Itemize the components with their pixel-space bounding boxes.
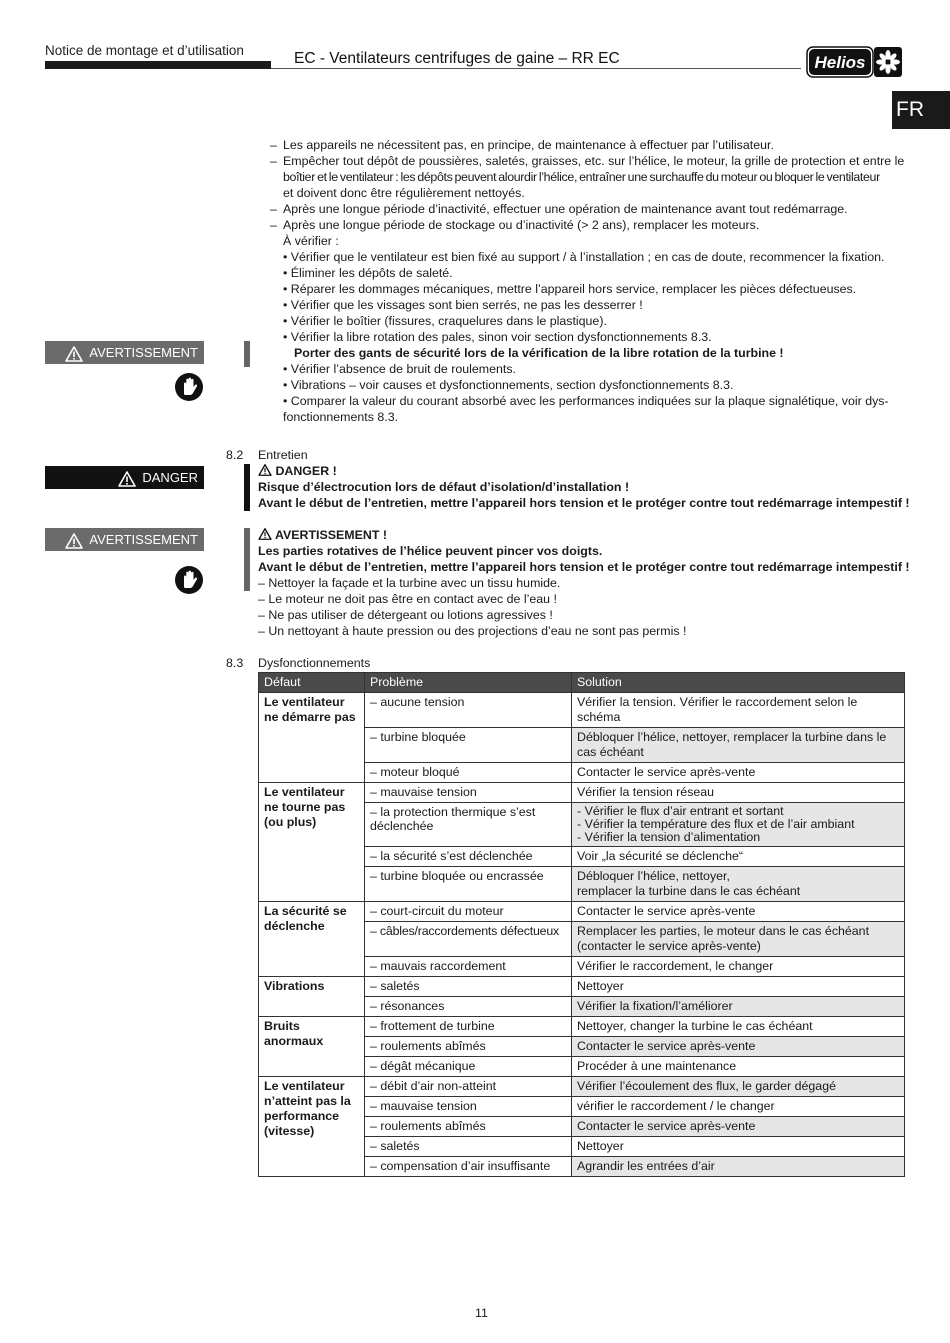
danger-label bbox=[45, 466, 204, 489]
header-rule bbox=[271, 68, 801, 69]
problem-cell: – saletés bbox=[365, 977, 572, 997]
danger-margin-bar bbox=[244, 464, 250, 511]
table-row bbox=[259, 902, 905, 922]
problem-cell: – résonances bbox=[365, 997, 572, 1017]
solution-cell: Contacter le service après-vente bbox=[572, 1037, 905, 1057]
solution-cell: Vérifier la fixation/l’améliorer bbox=[572, 997, 905, 1017]
problem-cell: – turbine bloquée ou encrassée bbox=[365, 867, 572, 902]
problem-cell: – mauvaise tension bbox=[365, 1097, 572, 1117]
list-item: et doivent donc être régulièrement nettoyés. bbox=[283, 186, 525, 200]
helios-logo bbox=[806, 46, 903, 78]
warning-triangle-icon bbox=[258, 464, 272, 476]
solution-cell: Procéder à une maintenance bbox=[572, 1057, 905, 1077]
warning-label-text: AVERTISSEMENT bbox=[89, 532, 198, 547]
list-item: fonctionnements 8.3. bbox=[283, 410, 399, 424]
table-row bbox=[259, 1017, 905, 1037]
list-item: Empêcher tout dépôt de poussières, saletés, graisses, etc. sur l’hélice, le moteur, la grille de protection et entre le bbox=[283, 154, 905, 168]
maintenance-step: – Nettoyer la façade et la turbine avec un tissu humide. bbox=[258, 576, 561, 590]
column-header: Problème bbox=[365, 673, 572, 693]
section-title: Dysfonctionnements bbox=[258, 656, 371, 670]
solution-cell: Vérifier la tension réseau bbox=[572, 783, 905, 803]
problem-cell: – frottement de turbine bbox=[365, 1017, 572, 1037]
list-dash: – bbox=[270, 218, 277, 232]
solution-cell: Débloquer l’hélice, nettoyer, remplacer la turbine dans le cas échéant bbox=[572, 867, 905, 902]
page-title: EC - Ventilateurs centrifuges de gaine – RR EC bbox=[294, 50, 620, 67]
problem-cell: – roulements abîmés bbox=[365, 1037, 572, 1057]
warning-triangle-icon bbox=[258, 528, 272, 540]
fault-cell: Bruits anormaux bbox=[259, 1017, 365, 1077]
column-header: Défaut bbox=[259, 673, 365, 693]
solution-cell: Contacter le service après-vente bbox=[572, 1117, 905, 1137]
section-number: 8.3 bbox=[226, 656, 244, 670]
warning-label-text: AVERTISSEMENT bbox=[89, 345, 198, 360]
list-item: boîtier et le ventilateur : les dépôts peuvent alourdir l’hélice, entraîner une surchauffe du moteur ou bloquer le ventilateur bbox=[283, 170, 880, 184]
list-item: À vérifier : bbox=[283, 234, 339, 248]
maintenance-step: – Un nettoyant à haute pression ou des projections d’eau ne sont pas permis ! bbox=[258, 624, 687, 638]
solution-cell: Vérifier le raccordement, le changer bbox=[572, 957, 905, 977]
warning-margin-bar bbox=[244, 528, 250, 591]
list-item: • Vérifier l’absence de bruit de roulements. bbox=[283, 362, 516, 376]
danger-line: Risque d’électrocution lors de défaut d’isolation/d’installation ! bbox=[258, 480, 630, 494]
danger-label-text: DANGER bbox=[142, 470, 198, 485]
problem-cell: – saletés bbox=[365, 1137, 572, 1157]
list-dash: – bbox=[270, 154, 277, 168]
solution-cell: Vérifier la tension. Vérifier le raccordement selon le schéma bbox=[572, 693, 905, 728]
header-bar bbox=[45, 61, 271, 69]
warning-title: AVERTISSEMENT ! bbox=[274, 528, 387, 542]
problem-cell: – câbles/raccordements défectueux bbox=[365, 922, 572, 957]
solution-cell: Débloquer l’hélice, nettoyer, remplacer la turbine dans le cas échéant bbox=[572, 728, 905, 763]
problem-cell: – mauvais raccordement bbox=[365, 957, 572, 977]
section-title: Entretien bbox=[258, 448, 308, 462]
solution-cell: - Vérifier le flux d’air entrant et sortant - Vérifier la température des flux et de l’air ambiant - Vérifier la tension d’alimentation bbox=[572, 803, 905, 847]
fault-cell: Le ventilateur ne démarre pas bbox=[259, 693, 365, 783]
list-item: • Vibrations – voir causes et dysfonctionnements, section dysfonctionnements 8.3. bbox=[283, 378, 734, 392]
troubleshooting-table bbox=[258, 672, 905, 1177]
solution-cell: Contacter le service après-vente bbox=[572, 763, 905, 783]
warning-line: Avant le début de l’entretien, mettre l’appareil hors tension et le protéger contre tout redémarrage intempestif ! bbox=[258, 560, 910, 574]
problem-cell: – la sécurité s’est déclenchée bbox=[365, 847, 572, 867]
list-item: Après une longue période de stockage ou d’inactivité (> 2 ans), remplacer les moteurs. bbox=[283, 218, 760, 232]
problem-cell: – débit d’air non-atteint bbox=[365, 1077, 572, 1097]
page-number: 11 bbox=[475, 1306, 488, 1320]
maintenance-step: – Ne pas utiliser de détergeant ou lotions agressives ! bbox=[258, 608, 553, 622]
solution-cell: Nettoyer, changer la turbine le cas échéant bbox=[572, 1017, 905, 1037]
list-dash: – bbox=[270, 202, 277, 216]
list-item: • Vérifier la libre rotation des pales, sinon voir section dysfonctionnements 8.3. bbox=[283, 330, 712, 344]
problem-cell: – compensation d’air insuffisante bbox=[365, 1157, 572, 1177]
danger-title: DANGER ! bbox=[275, 464, 337, 478]
solution-cell: Agrandir les entrées d’air bbox=[572, 1157, 905, 1177]
warning-margin-bar bbox=[244, 341, 250, 367]
warning-triangle-icon bbox=[118, 471, 136, 487]
solution-cell: Nettoyer bbox=[572, 1137, 905, 1157]
list-item: Les appareils ne nécessitent pas, en principe, de maintenance à effectuer par l’utilisateur. bbox=[283, 138, 774, 152]
danger-line: Avant le début de l’entretien, mettre l’appareil hors tension et le protéger contre tout redémarrage intempestif ! bbox=[258, 496, 910, 510]
section-number: 8.2 bbox=[226, 448, 244, 462]
problem-cell: – turbine bloquée bbox=[365, 728, 572, 763]
glove-warning-text: Porter des gants de sécurité lors de la vérification de la libre rotation de la turbine ! bbox=[294, 346, 784, 360]
table-row bbox=[259, 977, 905, 997]
warning-line: Les parties rotatives de l’hélice peuvent pincer vos doigts. bbox=[258, 544, 603, 558]
table-row bbox=[259, 783, 905, 803]
list-item: • Vérifier que les vissages sont bien serrés, ne pas les desserrer ! bbox=[283, 298, 643, 312]
language-tab: FR bbox=[892, 91, 950, 129]
warning-triangle-icon bbox=[65, 346, 83, 362]
solution-cell: Voir „la sécurité se déclenche“ bbox=[572, 847, 905, 867]
problem-cell: – aucune tension bbox=[365, 693, 572, 728]
list-item: • Vérifier le boîtier (fissures, craquelures dans le plastique). bbox=[283, 314, 607, 328]
problem-cell: – roulements abîmés bbox=[365, 1117, 572, 1137]
danger-heading bbox=[258, 463, 337, 479]
fault-cell: Le ventilateur ne tourne pas (ou plus) bbox=[259, 783, 365, 902]
logo-text: Helios bbox=[814, 53, 866, 72]
warning-heading bbox=[258, 527, 387, 543]
list-item: • Réparer les dommages mécaniques, mettre l’appareil hors service, remplacer les pièces défectueuses. bbox=[283, 282, 857, 296]
solution-cell: Nettoyer bbox=[572, 977, 905, 997]
warning-label bbox=[45, 341, 204, 364]
table-row bbox=[259, 693, 905, 728]
list-dash: – bbox=[270, 138, 277, 152]
maintenance-step: – Le moteur ne doit pas être en contact avec de l’eau ! bbox=[258, 592, 557, 606]
fault-cell: Le ventilateur n’atteint pas la performance (vitesse) bbox=[259, 1077, 365, 1177]
solution-cell: Remplacer les parties, le moteur dans le cas échéant (contacter le service après-vente) bbox=[572, 922, 905, 957]
problem-cell: – dégât mécanique bbox=[365, 1057, 572, 1077]
problem-cell: – la protection thermique s’est déclenchée bbox=[365, 803, 572, 847]
fault-cell: Vibrations bbox=[259, 977, 365, 1017]
warning-triangle-icon bbox=[65, 533, 83, 549]
list-item: • Comparer la valeur du courant absorbé avec les performances indiquées sur la plaque signalétique, voir dys- bbox=[283, 394, 889, 408]
safety-gloves-icon bbox=[174, 565, 204, 595]
problem-cell: – mauvaise tension bbox=[365, 783, 572, 803]
solution-cell: vérifier le raccordement / le changer bbox=[572, 1097, 905, 1117]
warning-label bbox=[45, 528, 204, 551]
document-type: Notice de montage et d’utilisation bbox=[45, 43, 244, 58]
list-item: • Vérifier que le ventilateur est bien fixé au support / à l’installation ; en cas de doute, recommencer la fixation. bbox=[283, 250, 885, 264]
fault-cell: La sécurité se déclenche bbox=[259, 902, 365, 977]
solution-cell: Vérifier l’écoulement des flux, le garder dégagé bbox=[572, 1077, 905, 1097]
solution-cell: Contacter le service après-vente bbox=[572, 902, 905, 922]
list-item: • Éliminer les dépôts de saleté. bbox=[283, 266, 453, 280]
problem-cell: – moteur bloqué bbox=[365, 763, 572, 783]
problem-cell: – court-circuit du moteur bbox=[365, 902, 572, 922]
column-header: Solution bbox=[572, 673, 905, 693]
table-header-row bbox=[259, 673, 905, 693]
table-row bbox=[259, 1077, 905, 1097]
list-item: Après une longue période d’inactivité, effectuer une opération de maintenance avant tout redémarrage. bbox=[283, 202, 848, 216]
safety-gloves-icon bbox=[174, 372, 204, 402]
